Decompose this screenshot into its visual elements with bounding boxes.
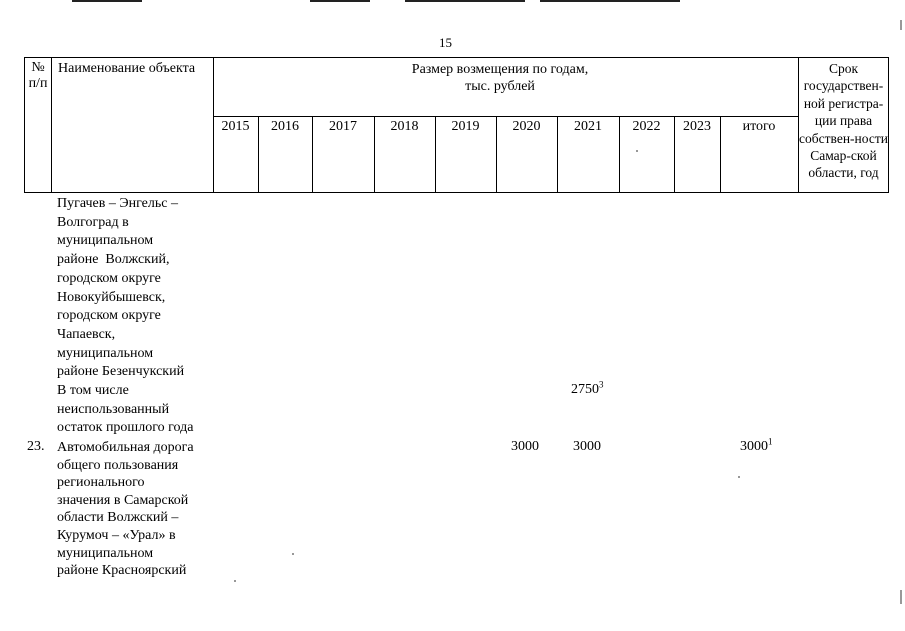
table-row (57, 382, 217, 438)
value-2021: 3000 (573, 439, 601, 454)
year-2018: 2018 (390, 119, 419, 134)
object-name-line: муниципальном (57, 545, 154, 561)
years-row-border (213, 116, 798, 117)
object-name-line: Новокуйбышевск, (57, 289, 166, 305)
object-name-line: Волгоград в (57, 214, 129, 230)
object-name-line: остаток прошлого года (57, 420, 194, 436)
table-row (57, 439, 217, 580)
object-name-line: районе Безенчукский (57, 364, 185, 380)
year-2023: 2023 (683, 119, 711, 134)
col-border (888, 57, 889, 193)
col-border (51, 57, 52, 193)
value-total: 3000$^1$ (740, 436, 773, 454)
header-amount: Размер возмещения по годам, тыс. рублей (411, 62, 589, 94)
scan-speck (234, 580, 236, 582)
page-number: 15 (439, 35, 452, 50)
object-name-line: городском округе (57, 270, 161, 286)
top-rule-fragment (540, 0, 680, 2)
object-name-line: районе Волжский, (57, 252, 170, 268)
object-name-line: муниципальном (57, 233, 154, 249)
top-rule-fragment (72, 0, 142, 2)
object-name-line: Пугачев – Энгельс – (57, 196, 178, 211)
object-name-line: муниципальном (57, 345, 154, 361)
scan-speck (636, 150, 638, 152)
header-bottom-border (24, 192, 889, 193)
object-name-line: городском округе (57, 308, 161, 324)
table-row (57, 195, 217, 382)
header-top-border (24, 57, 889, 58)
object-name-line: общего пользования (57, 457, 179, 473)
value-2021: 2750$^3$ (571, 379, 604, 397)
top-rule-fragment (310, 0, 370, 2)
object-name-line: Курумоч – «Урал» в (57, 527, 176, 543)
year-2022: 2022 (632, 119, 661, 134)
year-2017: 2017 (329, 119, 357, 134)
year-2020: 2020 (512, 119, 541, 134)
scan-edge-mark (900, 590, 902, 604)
value-2020: 3000 (511, 439, 539, 454)
header-registration-term: Срок государствен-ной регистра-ции права собствен-ности Самар-ской области, год (799, 61, 888, 181)
year-2019: 2019 (451, 119, 480, 134)
scan-speck (292, 553, 294, 555)
scan-edge-mark (900, 20, 902, 30)
object-name-line: районе Красноярский (57, 563, 187, 579)
year-2016: 2016 (271, 119, 299, 134)
object-name-line: значения в Самарской (57, 492, 189, 508)
object-name-line: В том числе (57, 383, 129, 398)
object-name-line: области Волжский – (57, 510, 179, 526)
row-number: 23. (27, 439, 45, 454)
header-number: № п/п (28, 60, 48, 91)
year-2021: 2021 (574, 119, 602, 134)
year-total: итого (742, 119, 776, 134)
top-rule-fragment (405, 0, 525, 2)
header-object-name: Наименование объекта (58, 61, 196, 76)
object-name-line: Автомобильная дорога (57, 440, 194, 455)
object-name-line: Чапаевск, (57, 326, 116, 342)
footnote-mark: 3 (599, 379, 604, 390)
scan-speck (738, 476, 740, 478)
object-name-line: регионального (57, 475, 145, 491)
object-name-line: неиспользованный (57, 401, 170, 417)
year-2015: 2015 (221, 119, 250, 134)
footnote-mark: 1 (768, 436, 773, 447)
